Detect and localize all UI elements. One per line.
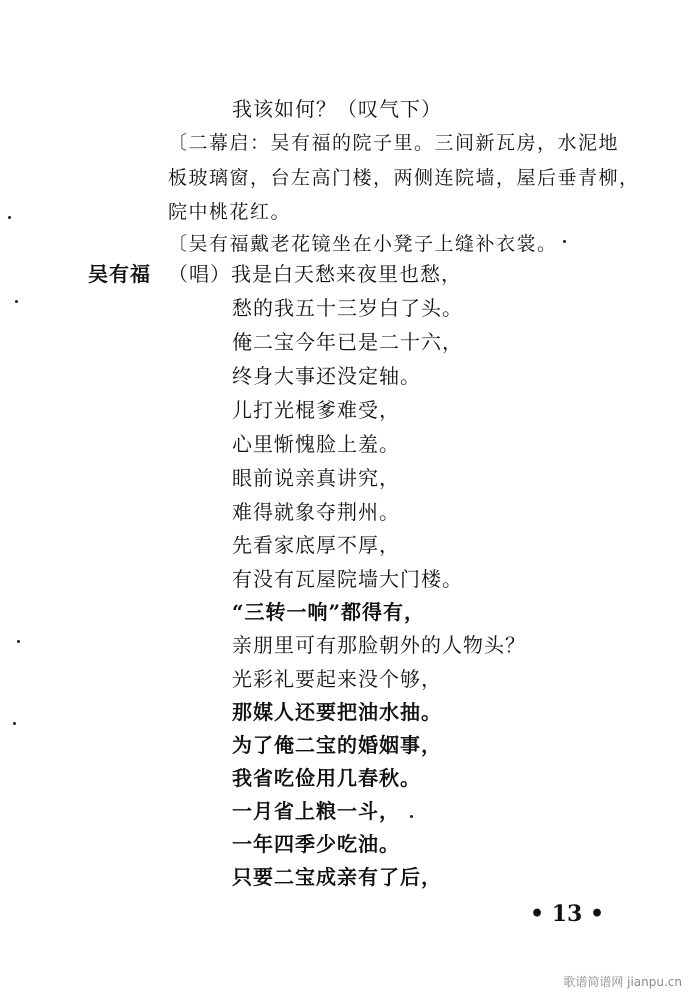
- scan-speck: [17, 640, 20, 643]
- sung-line-2: 愁的我五十三岁白了头。: [232, 296, 463, 320]
- sung-line-11: “三转一响”都得有，: [232, 600, 426, 624]
- sung-line-7: 眼前说亲真讲究，: [232, 466, 400, 490]
- sung-line-19: 只要二宝成亲有了后，: [232, 865, 442, 889]
- sung-line-4: 终身大事还没定轴。: [232, 364, 421, 388]
- sung-line-6: 心里惭愧脸上羞。: [232, 432, 400, 456]
- scan-speck: [563, 240, 566, 243]
- sung-line-10: 有没有瓦屋院墙大门楼。: [232, 567, 463, 591]
- sung-line-1: （唱）我是白天愁来夜里也愁，: [168, 262, 462, 286]
- scan-speck: [410, 815, 413, 818]
- sung-line-17: 一月省上粮一斗，: [232, 799, 400, 823]
- sung-line-3: 俺二宝今年已是二十六，: [232, 330, 463, 354]
- scan-speck: [8, 216, 11, 219]
- scan-speck: [15, 300, 18, 303]
- sung-line-13: 光彩礼要起来没个够，: [232, 667, 442, 691]
- sung-line-8: 难得就象夺荆州。: [232, 500, 400, 524]
- stage-direction-3: 院中桃花红。: [168, 201, 292, 223]
- sung-line-15: 为了俺二宝的婚姻事，: [232, 733, 442, 757]
- stage-direction-1: 〔二幕启：吴有福的院子里。三间新瓦房，水泥地: [168, 132, 620, 154]
- sung-line-14: 那媒人还要把油水抽。: [232, 700, 442, 724]
- sung-line-9: 先看家底厚不厚，: [232, 533, 400, 557]
- stage-direction-2: 板玻璃窗，台左高门楼，两侧连院墙，屋后垂青柳，: [168, 167, 640, 189]
- sung-line-12: 亲朋里可有那脸朝外的人物头？: [232, 633, 526, 657]
- stage-direction-4: 〔吴有福戴老花镜坐在小凳子上缝补衣裳。: [168, 233, 558, 255]
- sung-line-5: 儿打光棍爹难受，: [232, 398, 400, 422]
- watermark: 歌谱简谱网 jianpu.cn: [563, 975, 682, 989]
- sung-line-18: 一年四季少吃油。: [232, 832, 400, 856]
- sung-line-16: 我省吃俭用几春秋。: [232, 766, 421, 790]
- scan-speck: [13, 722, 16, 725]
- intro-line: 我该如何？（叹气下）: [232, 97, 442, 121]
- speaker-name: 吴有福: [88, 262, 151, 286]
- page-number: • 13 •: [530, 901, 605, 927]
